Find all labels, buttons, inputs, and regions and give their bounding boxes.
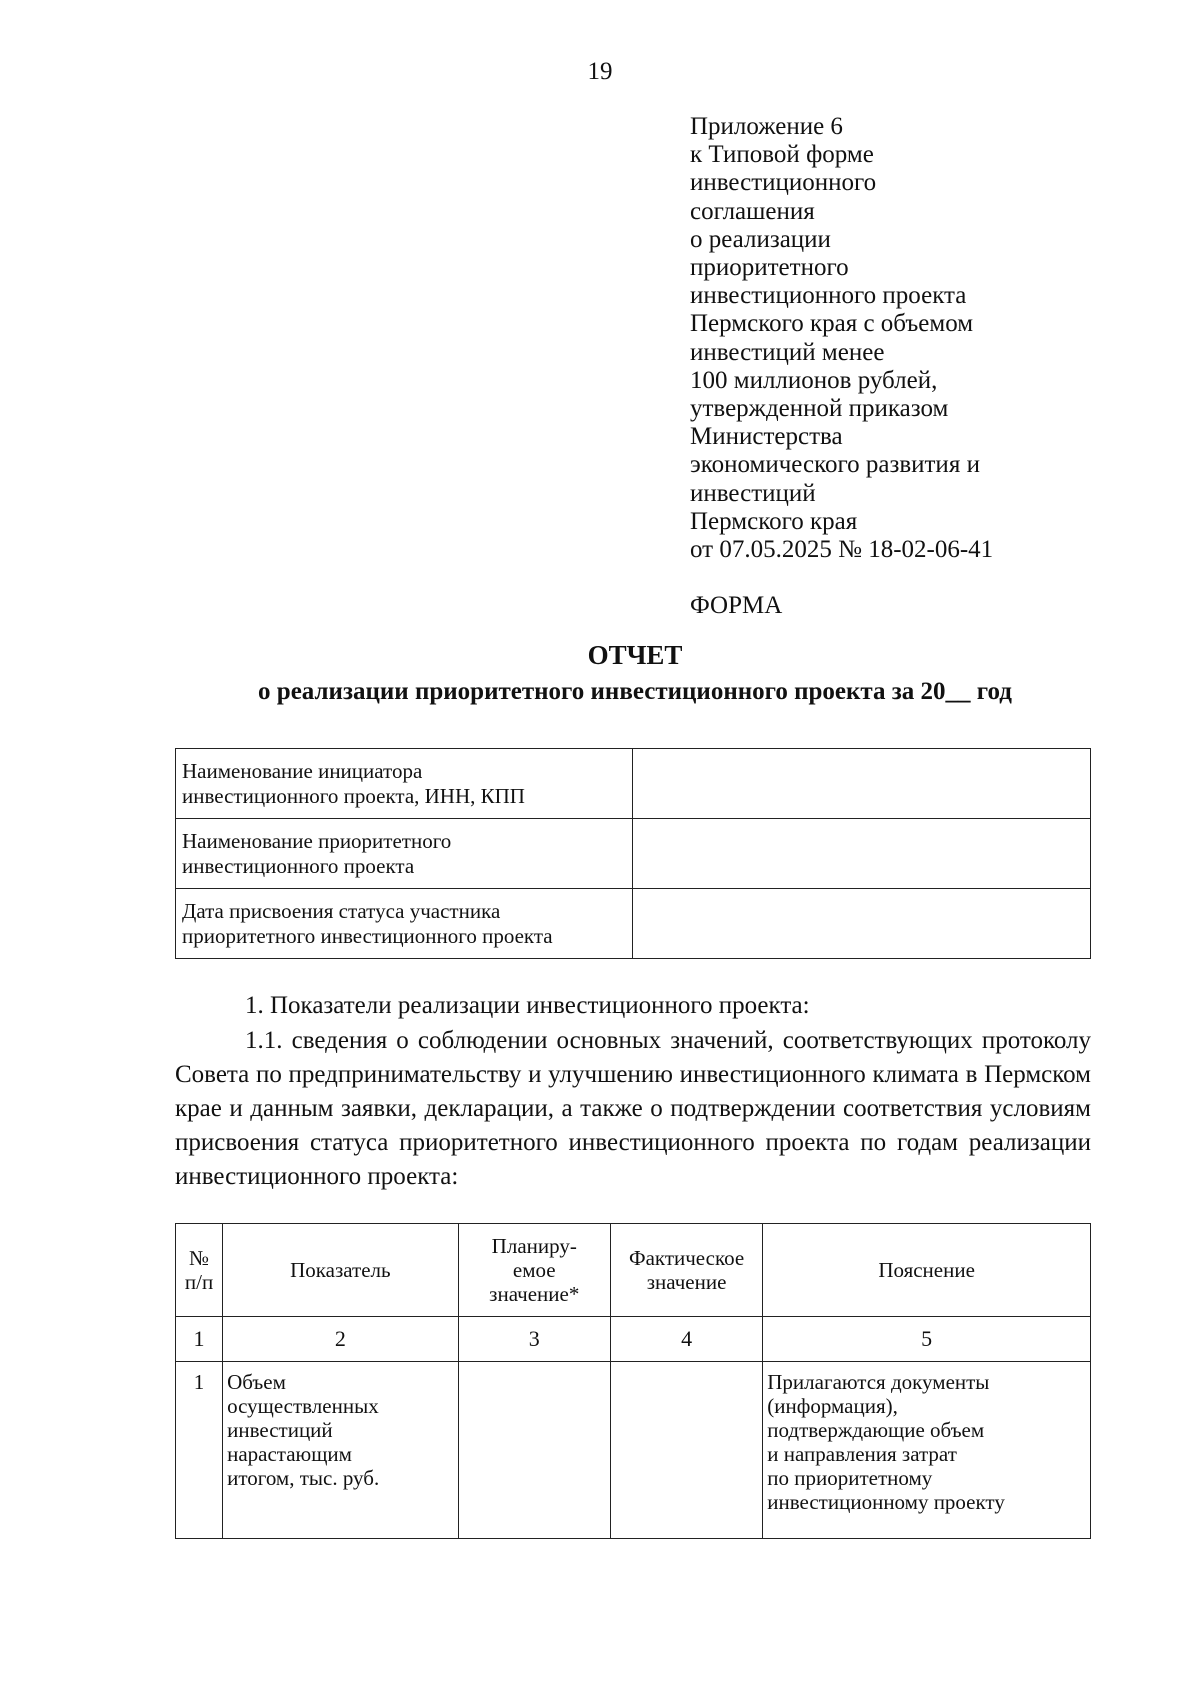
info-value-cell[interactable] bbox=[633, 819, 1091, 889]
appendix-line: инвестиций менее bbox=[690, 338, 885, 366]
header-num bbox=[176, 1224, 223, 1317]
appendix-line: к Типовой форме bbox=[690, 141, 874, 169]
indicator-line: итогом, тыс. руб. bbox=[227, 1466, 380, 1490]
column-number: 5 bbox=[763, 1317, 1091, 1362]
info-value-cell[interactable] bbox=[633, 889, 1091, 959]
row-planned[interactable] bbox=[458, 1362, 610, 1539]
appendix-line: инвестиционного bbox=[690, 169, 877, 197]
explanation-line: подтверждающие объем bbox=[767, 1418, 985, 1442]
table-row bbox=[176, 889, 1091, 959]
column-number: 2 bbox=[223, 1317, 459, 1362]
report-title: ОТЧЕТ bbox=[587, 640, 683, 670]
section-heading: 1. Показатели реализации инвестиционного проекта: bbox=[245, 992, 810, 1019]
indicator-line: нарастающим bbox=[227, 1442, 352, 1466]
explanation-line: инвестиционному проекту bbox=[767, 1490, 1005, 1514]
appendix-line: о реализации bbox=[690, 225, 831, 253]
appendix-line: утвержденной приказом bbox=[690, 395, 949, 423]
table-header-row bbox=[176, 1224, 1091, 1317]
header-explanation: Пояснение bbox=[763, 1224, 1091, 1317]
info-value-cell[interactable] bbox=[633, 749, 1091, 819]
appendix-line: 100 миллионов рублей, bbox=[690, 366, 938, 394]
info-label-line: Наименование инициатора bbox=[182, 758, 423, 783]
info-label-cell bbox=[176, 819, 633, 889]
header-text: значение bbox=[646, 1270, 727, 1294]
table-row bbox=[176, 1362, 1091, 1539]
table-row bbox=[176, 819, 1091, 889]
explanation-line: и направления затрат bbox=[767, 1442, 957, 1466]
column-number-row bbox=[176, 1317, 1091, 1362]
appendix-line: приоритетного bbox=[690, 254, 849, 282]
indicator-line: осуществленных bbox=[227, 1394, 379, 1418]
indicator-line: Объем bbox=[227, 1370, 286, 1394]
info-label-cell bbox=[176, 749, 633, 819]
row-explanation bbox=[763, 1362, 1091, 1539]
info-label-cell bbox=[176, 889, 633, 959]
appendix-header bbox=[690, 113, 1130, 564]
header-text: п/п bbox=[184, 1270, 214, 1294]
row-indicator bbox=[223, 1362, 459, 1539]
appendix-line: инвестиций bbox=[690, 479, 816, 507]
header-text: значение* bbox=[489, 1282, 580, 1306]
appendix-line: инвестиционного проекта bbox=[690, 282, 967, 310]
appendix-line: Приложение 6 bbox=[690, 113, 843, 140]
explanation-line: по приоритетному bbox=[767, 1466, 933, 1490]
appendix-line: Министерства bbox=[690, 423, 843, 451]
appendix-line: экономического развития и bbox=[690, 451, 980, 479]
row-num: 1 bbox=[176, 1362, 223, 1539]
appendix-line: Пермского края с объемом bbox=[690, 310, 974, 338]
info-label-line: Наименование приоритетного bbox=[182, 828, 452, 853]
header-text: Планиру- bbox=[491, 1234, 577, 1258]
header-planned bbox=[458, 1224, 610, 1317]
column-number: 4 bbox=[610, 1317, 762, 1362]
header-indicator: Показатель bbox=[223, 1224, 459, 1317]
row-actual[interactable] bbox=[610, 1362, 762, 1539]
page-number: 19 bbox=[587, 58, 613, 85]
column-number: 3 bbox=[458, 1317, 610, 1362]
column-number: 1 bbox=[176, 1317, 223, 1362]
table-row bbox=[176, 749, 1091, 819]
indicators-table bbox=[175, 1223, 1091, 1539]
explanation-line: Прилагаются документы bbox=[767, 1370, 990, 1394]
header-text: емое bbox=[512, 1258, 556, 1282]
indicator-line: инвестиций bbox=[227, 1418, 333, 1442]
explanation-line: (информация), bbox=[767, 1394, 898, 1418]
report-subtitle: о реализации приоритетного инвестиционного проекта за 20__ год bbox=[258, 678, 1012, 705]
header-actual bbox=[610, 1224, 762, 1317]
info-label-line: инвестиционного проекта, ИНН, КПП bbox=[182, 783, 525, 808]
appendix-line: соглашения bbox=[690, 197, 815, 225]
info-label-line: инвестиционного проекта bbox=[182, 853, 415, 878]
form-label: ФОРМА bbox=[690, 592, 783, 619]
header-text: № bbox=[189, 1246, 210, 1270]
header-text: Фактическое bbox=[628, 1246, 745, 1270]
info-label-line: приоритетного инвестиционного проекта bbox=[182, 923, 553, 948]
appendix-line: Пермского края bbox=[690, 507, 858, 535]
section-paragraph: 1.1. сведения о соблюдении основных значений, соответствующих протоколу Совета по предпринимательству и улучшению инвестиционного климата в Пермском крае и данным заявки, декларации, а также о подтверждении соответствия условиям присвоения статуса приоритетного инвестиционного проекта по годам реализации инвестиционного проекта: bbox=[175, 1027, 1091, 1190]
initiator-info-table bbox=[175, 748, 1091, 959]
appendix-line: от 07.05.2025 № 18-02-06-41 bbox=[690, 536, 994, 564]
info-label-line: Дата присвоения статуса участника bbox=[182, 898, 501, 923]
